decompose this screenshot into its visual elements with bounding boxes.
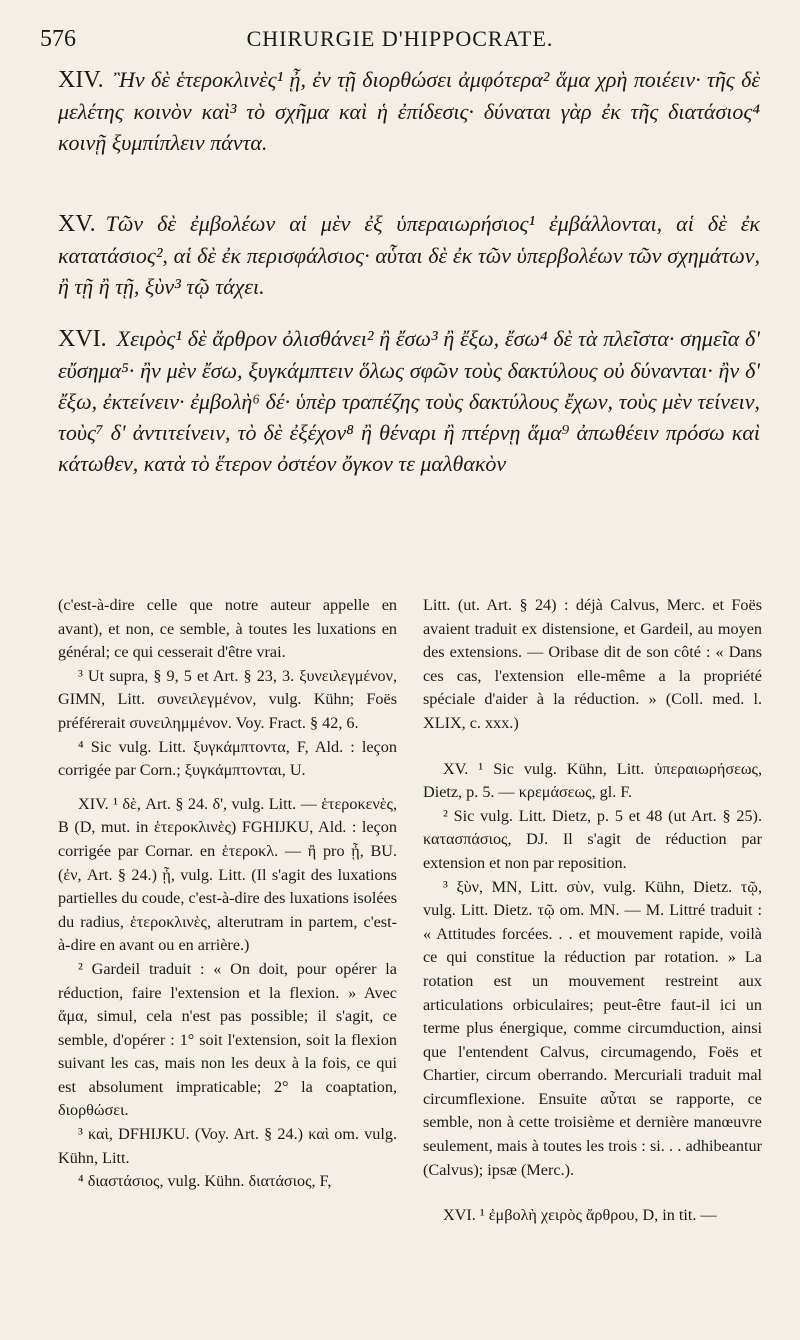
section-text: Χειρὸς¹ δὲ ἄρθρον ὀλισθάνει² ἢ ἔσω³ ἢ ἔξω, ἔσω⁴ δὲ τὰ πλεῖστα· σημεῖα δ' εὔσημα⁵· ἢν μὲν ἔσω, ξυγκάμπτειν ὅλως σφῶν τοὺς δακτύλους οὐ δύνανται· ἢν δ' ἔξω, ἐκτείνειν· ἐμβολὴ⁶ δέ· ὑπὲρ τραπέζης τοὺς δακτύλους ἔχων, τοὺς μὲν τείνειν, τοὺς⁷ δ' ἀντιτείνειν, τὸ δὲ ἐξέχον⁸ ἢ θέναρι ἢ πτέρνῃ ἅμα⁹ ἀπωθέειν πρόσω καὶ κάτωθεν, κατὰ τὸ ἕτερον ὀστέον ὄγκον τε μαλθακὸν	[58, 326, 760, 476]
footnotes-right-column	[423, 594, 762, 1334]
footnotes	[58, 594, 762, 1334]
section-xvi	[58, 323, 760, 479]
running-title: CHIRURGIE D'HIPPOCRATE.	[246, 26, 554, 51]
footnotes-left-column	[58, 594, 397, 1334]
page-header	[40, 20, 760, 60]
footnote: ³ ξὺν, MN, Litt. σὺν, vulg. Kühn, Dietz. τῷ, vulg. Litt. Dietz. τῷ om. MN. — M. Littré traduit : « Attitudes forcées. . . et mouvement rapide, voilà ce qui constitue la réduction par rotation. » La rotation est un mouvement restreint aux articulations orbiculaires; peut-être faut-il ici un terme plus énergique, comme circumduction, ainsi que l'entendent Calvus, circumagendo, Foës et Chartier, circum oberrando. Mercuriali traduit mal circumflexione. Ensuite αὗται se rapporte, ce semble, non à cette troisième et dernière manœuvre seulement, mais à toutes les trois : si. . . adhibeantur (Calvus); ipsæ (Merc.).	[423, 877, 762, 1179]
footnote: XVI. ¹ ἐμβολὴ χειρὸς ἄρθρου, D, in tit. —	[443, 1206, 717, 1225]
footnote: ² Sic vulg. Litt. Dietz, p. 5 et 48 (ut Art. § 25). κατασπάσιος, DJ. Il s'agit de réduction par extension et non par reposition.	[423, 806, 762, 872]
footnote: ³ καὶ, DFHIJKU. (Voy. Art. § 24.) καὶ om. vulg. Kühn, Litt.	[58, 1125, 397, 1167]
section-text: Ἢν δὲ ἑτεροκλινὲς¹ ᾖ, ἐν τῇ διορθώσει ἀμφότερα² ἅμα χρὴ ποιέειν· τῆς δὲ μελέτης κοινὸν καὶ³ τὸ σχῆμα καὶ ἡ ἐπίδεσις· δύναται γὰρ ἐκ τῆς διατάσιος⁴ κοινῇ ξυμπίπλειν πάντα.	[58, 67, 760, 155]
section-xv	[58, 208, 760, 302]
section-number: XV.	[58, 211, 96, 237]
footnote: ⁴ Sic vulg. Litt. ξυγκάμπτοντα, F, Ald. : leçon corrigée par Corn.; ξυγκάμπτονται, U.	[58, 737, 397, 780]
footnote: ³ Ut supra, § 9, 5 et Art. § 23, 3. ξυνειλεγμένον, GIMN, Litt. συνειλεγμένον, vulg. Kühn; Foës préférerait συνειλημμένον. Voy. Fract. § 42, 6.	[58, 666, 397, 732]
footnote: XIV. ¹ δὲ, Art. § 24. δ', vulg. Litt. — ἑτεροκενὲς, B (D, mut. in ἑτεροκλινὲς) FGHIJKU, Ald. : leçon corrigée par Cornar. en ἑτεροκλ. — ἢ pro ᾖ, BU. (ἐν, Art. § 24.) ᾖ, vulg. Litt. (Il s'agit des luxations partielles du coude, c'est-à-dire des luxations isolées du radius, ἑτεροκλινὲς, alterutram in partem, c'est-à-dire en avant ou en arrière.)	[58, 794, 397, 955]
page-number: 576	[40, 26, 76, 52]
section-number: XVI.	[58, 326, 107, 352]
footnote: (c'est-à-dire celle que notre auteur appelle en avant), et non, ce semble, à toutes les luxations en général; ce qui cesserait d'être vrai.	[58, 596, 397, 662]
footnote: ⁴ διαστάσιος, vulg. Kühn. διατάσιος, F,	[78, 1172, 332, 1191]
greek-text	[58, 64, 760, 479]
section-text: Τῶν δὲ ἐμβολέων αἱ μὲν ἐξ ὑπεραιωρήσιος¹ ἐμβάλλονται, αἱ δὲ ἐκ κατατάσιος², αἱ δὲ ἐκ περισφάλσιος· αὗται δὲ ἐκ τῶν ὑπερβολέων τῶν σχημάτων, ἢ τῇ ἢ τῇ, ξὺν³ τῷ τάχει.	[58, 211, 760, 299]
section-number: XIV.	[58, 67, 104, 93]
footnote: ² Gardeil traduit : « On doit, pour opérer la réduction, faire l'extension et la flexion. » Avec ἅμα, simul, cela n'est pas possible; il s'agit, ce semble, d'opérer : 1° soit l'extension, soit la flexion suivant les cas, mais non les deux à la fois, ce qui est absolument impraticable; 2° la coaptation, διορθώσει.	[58, 959, 397, 1120]
footnote: XV. ¹ Sic vulg. Kühn, Litt. ὑπεραιωρήσεως, Dietz, p. 5. — κρεμάσεως, gl. F.	[423, 759, 762, 802]
footnote: Litt. (ut. Art. § 24) : déjà Calvus, Merc. et Foës avaient traduit ex distensione, et Gardeil, au moyen des extensions. — Oribase dit de son côté : « Dans ces cas, l'extension elle-même a la propriété spéciale d'aider à la réduction. » (Coll. med. l. XLIX, c. xxx.)	[423, 596, 762, 732]
section-xiv	[58, 64, 760, 158]
